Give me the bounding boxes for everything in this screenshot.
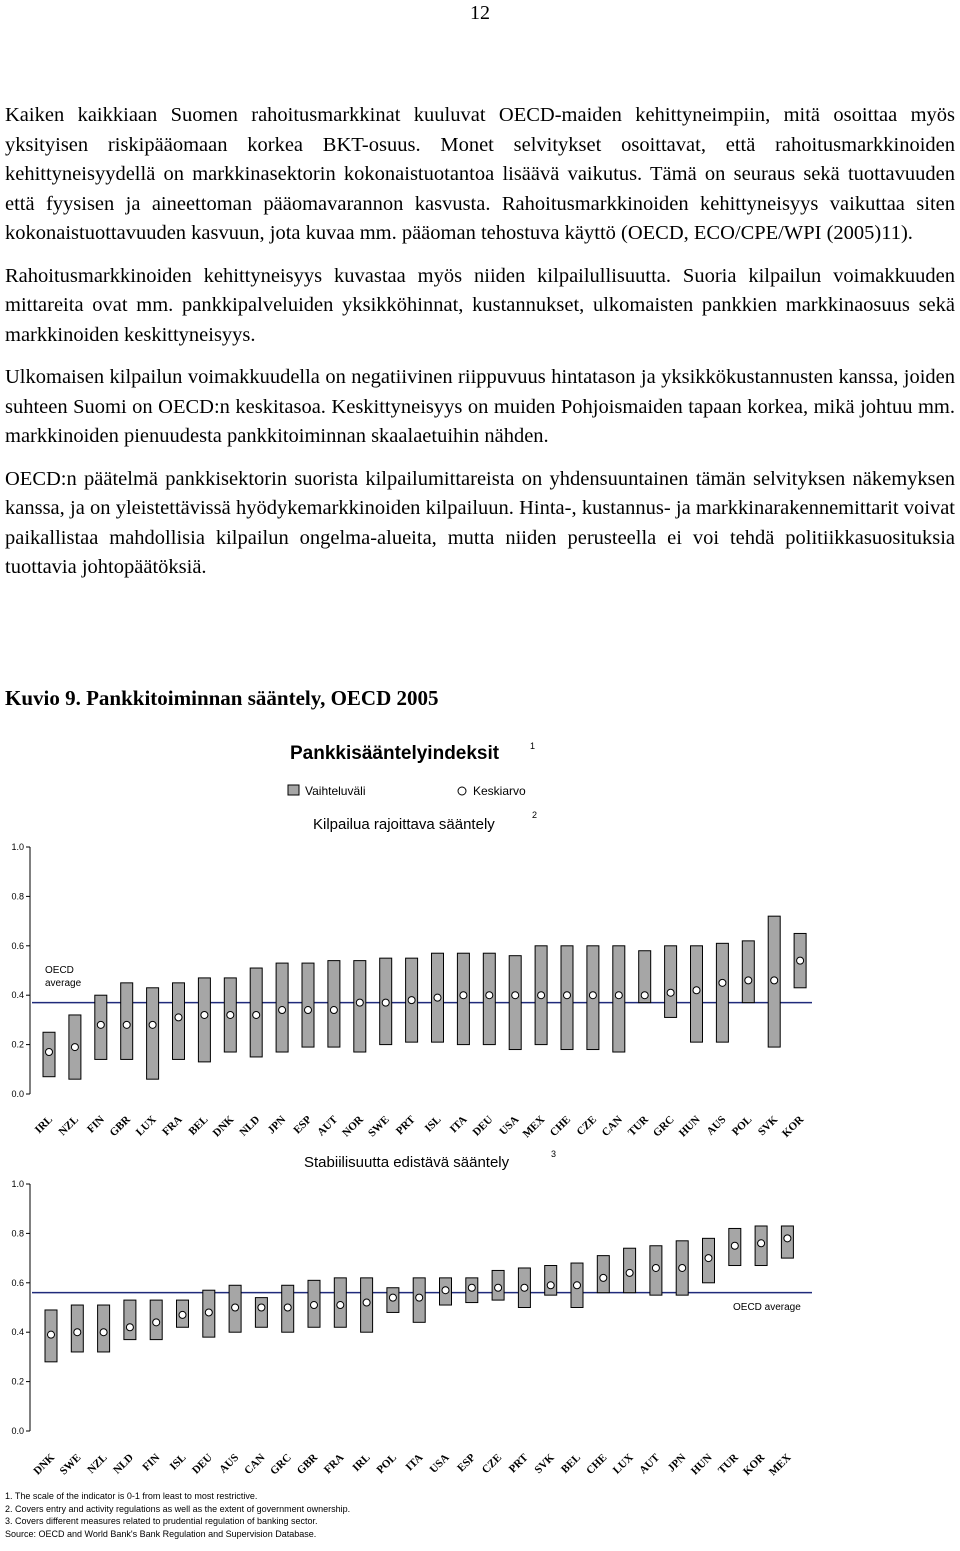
mean-marker (279, 1007, 286, 1014)
body-text (5, 101, 955, 596)
mean-marker (179, 1311, 186, 1318)
country-label: AUT (637, 1451, 663, 1477)
mean-marker (175, 1014, 182, 1021)
country-label: SVK (532, 1451, 557, 1477)
mean-marker (74, 1329, 81, 1336)
country-label: CAN (242, 1451, 268, 1477)
mean-marker (615, 992, 622, 999)
y-tick-label: 0.6 (11, 1277, 24, 1288)
mean-marker (564, 992, 571, 999)
y-tick-label: 0.2 (11, 1039, 24, 1050)
mean-marker (652, 1264, 659, 1271)
mean-marker (667, 989, 674, 996)
regulation-figure (0, 725, 960, 1490)
country-label: GBR (107, 1113, 133, 1139)
x-axis-labels (33, 1113, 807, 1140)
country-label: TUR (716, 1451, 741, 1477)
country-label: LUX (610, 1451, 636, 1477)
mean-marker (626, 1269, 633, 1276)
mean-marker (330, 1007, 337, 1014)
note: Source: OECD and World Bank's Bank Regulation and Supervision Database. (5, 1528, 317, 1539)
range-bar (198, 978, 210, 1062)
y-tick-label: 0.4 (11, 1327, 24, 1338)
mean-marker (408, 997, 415, 1004)
range-bar (665, 946, 677, 1018)
mean-marker (284, 1304, 291, 1311)
mean-marker (771, 977, 778, 984)
figure-caption: Kuvio 9. Pankkitoiminnan sääntely, OECD 2005 (5, 686, 439, 710)
mean-marker (434, 994, 441, 1001)
mean-marker (153, 1319, 160, 1326)
country-label: CZE (574, 1113, 600, 1139)
country-label: CHE (547, 1113, 574, 1139)
mean-marker (512, 992, 519, 999)
country-label: MEX (766, 1451, 794, 1479)
country-label: POL (374, 1451, 400, 1477)
country-label: ESP (455, 1451, 478, 1475)
mean-marker (356, 999, 363, 1006)
range-bar (742, 941, 754, 1003)
range-bar (255, 1298, 267, 1328)
country-label: FIN (140, 1451, 163, 1474)
mean-marker (574, 1282, 581, 1289)
country-label: SWE (57, 1451, 84, 1478)
mean-marker (97, 1021, 104, 1028)
range-bar (147, 988, 159, 1079)
mean-marker (71, 1044, 78, 1051)
country-label: SWE (366, 1113, 392, 1140)
mean-marker (305, 1007, 312, 1014)
country-label: GRC (650, 1113, 677, 1140)
mean-marker (758, 1240, 765, 1247)
country-label: CZE (479, 1451, 505, 1477)
oecd-average-label: average (45, 978, 82, 989)
country-label: NLD (237, 1113, 263, 1139)
country-label: AUS (217, 1451, 242, 1476)
country-label: AUS (704, 1113, 729, 1138)
chart-title: Kilpailua rajoittava sääntely (313, 816, 495, 833)
y-tick-label: 0.4 (11, 990, 24, 1001)
mean-marker (468, 1284, 475, 1291)
mean-marker (705, 1255, 712, 1262)
country-label: AUT (315, 1113, 341, 1139)
country-label: FIN (85, 1113, 107, 1136)
range-bar (302, 963, 314, 1047)
y-axis (11, 1179, 30, 1436)
country-label: NOR (340, 1113, 366, 1140)
range-bar (124, 1300, 136, 1340)
mean-marker (547, 1282, 554, 1289)
mean-marker (679, 1264, 686, 1271)
figure-notes (5, 1490, 350, 1540)
mean-marker (311, 1302, 318, 1309)
mean-marker (416, 1294, 423, 1301)
range-bar (509, 956, 521, 1050)
mean-marker (123, 1021, 130, 1028)
mean-marker (126, 1324, 133, 1331)
mean-marker (389, 1294, 396, 1301)
mean-marker (258, 1304, 265, 1311)
mean-marker (486, 992, 493, 999)
mean-marker (589, 992, 596, 999)
mean-marker (382, 999, 389, 1006)
country-label: MEX (520, 1113, 548, 1141)
country-label: GBR (294, 1451, 321, 1477)
chart-title: Stabiilisuutta edistävä sääntely (304, 1154, 510, 1171)
average-label (45, 965, 82, 989)
bar-layer (32, 916, 812, 1079)
mean-marker (363, 1299, 370, 1306)
country-label: CHE (584, 1451, 610, 1477)
country-label: DEU (190, 1451, 215, 1477)
average-label (733, 1302, 801, 1313)
mean-marker (48, 1331, 55, 1338)
figure-title-sup: 1 (530, 741, 536, 751)
y-tick-label: 0.0 (11, 1089, 24, 1099)
mean-marker (460, 992, 467, 999)
mean-marker (227, 1011, 234, 1018)
bar-layer (32, 1226, 812, 1362)
country-label: KOR (741, 1451, 768, 1478)
paragraph: Kaiken kaikkiaan Suomen rahoitusmarkkinat kuuluvat OECD-maiden kehittyneimpiin, mitä osoittaa myös yksityisen riskipääomaan korkea BKT-osuus. Monet selvitykset osoittavat, että rahoitusmarkkinoiden kehittyneisyydellä on markkinasektorin kokonaistuotantoa lisäävä vaikutus. Tämä on seuraus sekä tuottavuuden että fyysisen ja aineettoman pääomavarannon kasvusta. Rahoitusmarkkinoiden kehittyneisyys vaikuttaa siten kokonaistuottavuuden kasvuun, jota kuvaa mm. pääoman tehostuva käyttö (OECD, ECO/CPE/WPI (2005)11). (5, 104, 955, 244)
x-axis-labels (31, 1451, 793, 1478)
note: 2. Covers entry and activity regulations as well as the extent of government ownership. (5, 1503, 351, 1514)
country-label: USA (497, 1113, 522, 1138)
chart-stability-regulation (11, 1149, 812, 1478)
mean-marker (641, 992, 648, 999)
paragraph: Rahoitusmarkkinoiden kehittyneisyys kuvastaa myös niiden kilpailullisuutta. Suoria kilpailun voimakkuuden mittareita ovat mm. pankkipalveluiden yksikköhinnat, kustannukset, ulkomaisten pankkien markkinaosuus sekä markkinoiden keskittyneisyys. (5, 264, 955, 346)
country-label: GRC (268, 1451, 294, 1478)
country-label: IRL (32, 1113, 56, 1136)
paragraph: Ulkomaisen kilpailun voimakkuudella on negatiivinen riippuvuus hintatason ja yksikkökustannusten kanssa, joiden suhteen Suomi on OECD:n keskitasoa. Keskittyneisyys on muiden Pohjoismaiden tapaan korkea, mikä johtuu mm. markkinoiden pienuudesta pankkitoiminnan skaalaetuihin nähden. (5, 366, 955, 447)
range-bar (545, 1266, 557, 1296)
oecd-average-label: OECD average (733, 1302, 801, 1313)
mean-marker (784, 1235, 791, 1242)
figure-title: Pankkisääntelyindeksit (290, 743, 500, 764)
chart-title-sup: 3 (551, 1149, 557, 1159)
y-tick-label: 0.2 (11, 1376, 24, 1387)
mean-marker (719, 979, 726, 986)
mean-marker (253, 1011, 260, 1018)
legend-range-swatch (288, 785, 299, 795)
range-bar (716, 943, 728, 1042)
mean-marker (201, 1011, 208, 1018)
mean-marker (731, 1242, 738, 1249)
country-label: ESP (291, 1113, 315, 1137)
country-label: NZL (56, 1113, 82, 1139)
mean-marker (100, 1329, 107, 1336)
mean-marker (538, 992, 545, 999)
country-label: DEU (470, 1113, 496, 1139)
country-label: ISL (167, 1451, 189, 1473)
country-label: PRT (393, 1113, 418, 1138)
range-bar (328, 961, 340, 1047)
note: 1. The scale of the indicator is 0-1 from least to most restrictive. (5, 1491, 258, 1501)
y-tick-label: 0.8 (11, 1228, 24, 1239)
mean-marker (600, 1274, 607, 1281)
legend-mean-marker (458, 787, 466, 795)
country-label: POL (729, 1113, 755, 1139)
note: 3. Covers different measures related to prudential regulation of banking sector. (5, 1516, 318, 1526)
y-tick-label: 0.0 (11, 1426, 24, 1436)
country-label: BEL (186, 1113, 211, 1138)
mean-marker (46, 1049, 53, 1056)
country-label: NLD (111, 1451, 137, 1477)
country-label: SVK (755, 1113, 781, 1139)
y-axis (11, 842, 30, 1099)
country-label: JPN (265, 1113, 289, 1137)
mean-marker (149, 1021, 156, 1028)
country-label: HUN (688, 1451, 715, 1478)
country-label: ITA (447, 1113, 470, 1136)
chart-title-sup: 2 (532, 810, 538, 820)
country-label: CAN (599, 1113, 625, 1139)
mean-marker (205, 1309, 212, 1316)
mean-marker (521, 1284, 528, 1291)
mean-marker (797, 957, 804, 964)
country-label: LUX (133, 1113, 159, 1139)
paragraph: OECD:n päätelmä pankkisektorin suorista kilpailumittareista on yhdensuuntainen tämän selvityksen näkemyksen kanssa, ja on yleistettävissä hyödykemarkkinoiden kilpailuun. Hinta-, kustannus- ja markkinarakennemittarit voivat paikallistaa mahdollisia kilpailun ongelma-alueita, mutta niiden perusteella ei voi tehdä politiikkasuosituksia tuottavia johtopäätöksiä. (5, 467, 955, 578)
country-label: IRL (350, 1451, 373, 1474)
mean-marker (693, 987, 700, 994)
y-tick-label: 1.0 (11, 1179, 24, 1189)
y-tick-label: 0.6 (11, 940, 24, 951)
country-label: HUN (676, 1113, 703, 1140)
mean-marker (232, 1304, 239, 1311)
mean-marker (745, 977, 752, 984)
y-tick-label: 0.8 (11, 891, 24, 902)
country-label: KOR (780, 1113, 807, 1140)
country-label: DNK (31, 1451, 58, 1478)
oecd-average-label: OECD (45, 965, 74, 976)
country-label: FRA (160, 1113, 185, 1139)
legend-mean-label: Keskiarvo (473, 784, 526, 798)
chart-competition-regulation (11, 810, 812, 1140)
country-label: USA (427, 1451, 452, 1476)
country-label: ISL (422, 1113, 444, 1135)
mean-marker (442, 1287, 449, 1294)
y-tick-label: 1.0 (11, 842, 24, 852)
legend-range-label: Vaihteluväli (305, 784, 366, 798)
country-label: BEL (559, 1451, 584, 1476)
country-label: PRT (506, 1451, 531, 1476)
page-number: 12 (470, 2, 490, 24)
country-label: TUR (625, 1113, 651, 1139)
country-label: JPN (665, 1451, 689, 1475)
country-label: FRA (321, 1451, 347, 1477)
country-label: ITA (403, 1451, 426, 1474)
mean-marker (495, 1284, 502, 1291)
mean-marker (337, 1302, 344, 1309)
country-label: DNK (210, 1113, 237, 1140)
country-label: NZL (85, 1451, 110, 1477)
